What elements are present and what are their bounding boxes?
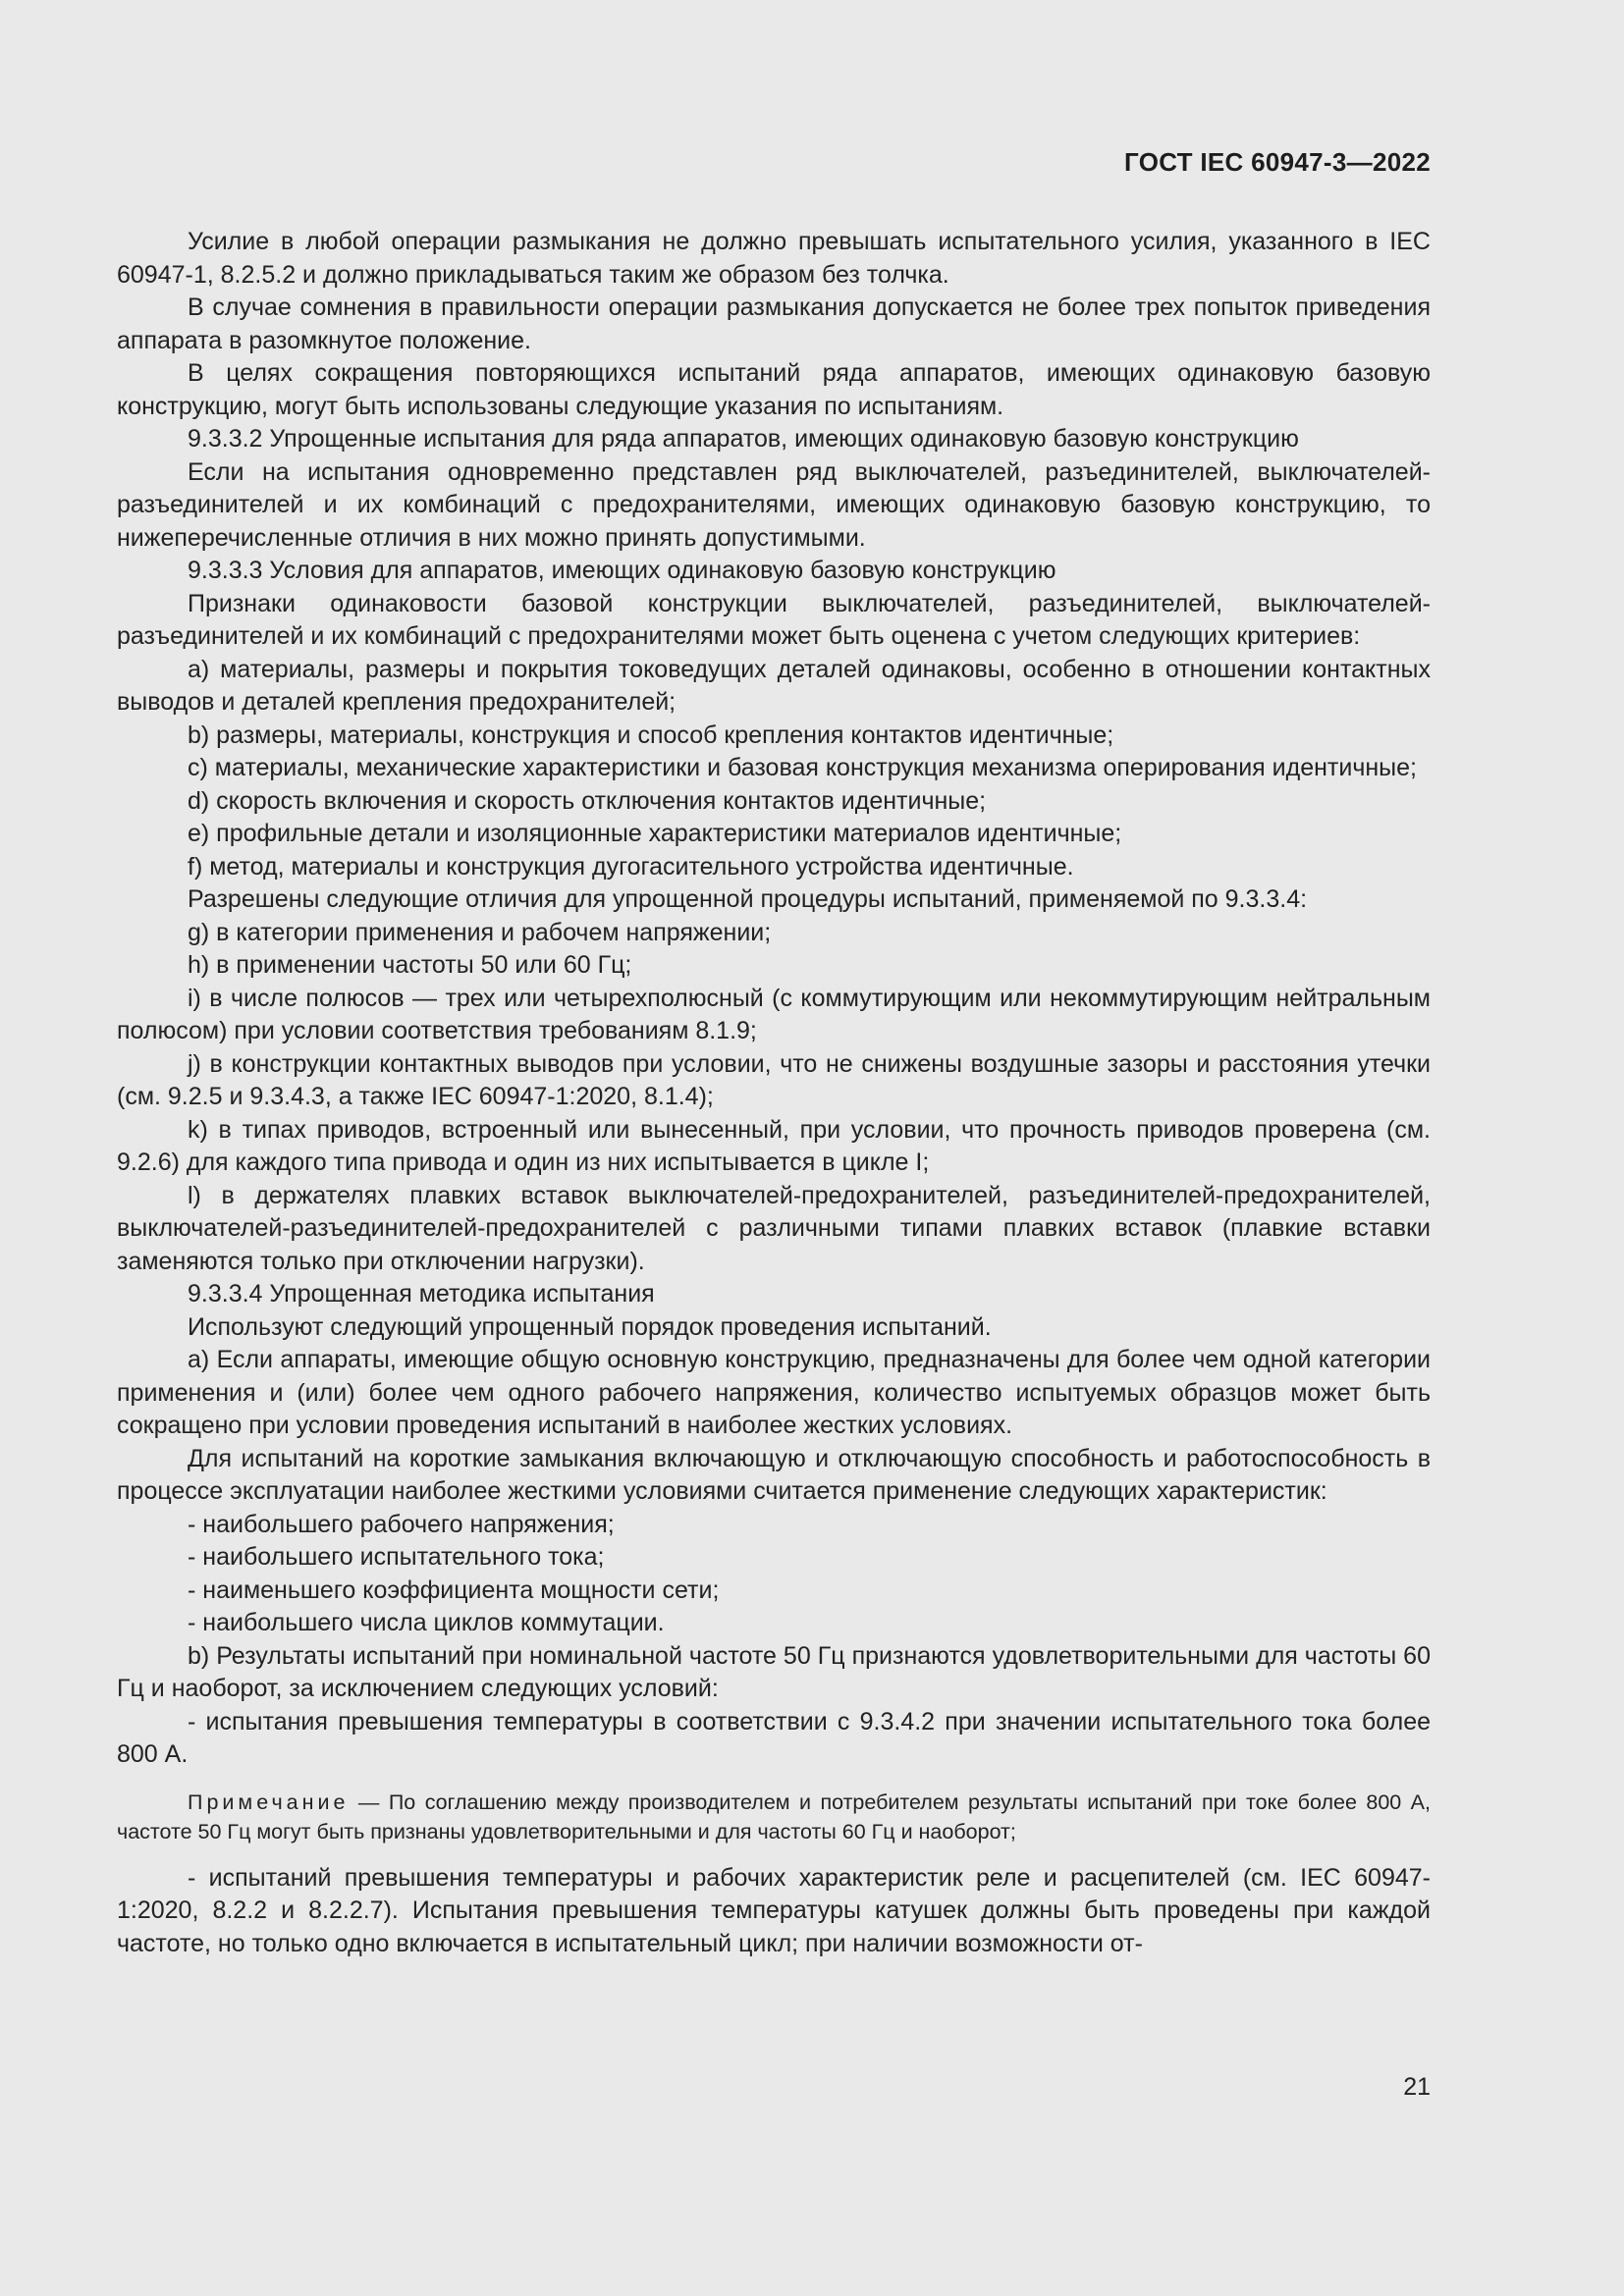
dash-item: - наименьшего коэффициента мощности сети; [188,1575,720,1604]
note [117,1788,1431,1846]
paragraph: Если на испытания одновременно представлен ряд выключателей, разъединителей, выключателей-разъединителей и их комбинаций с предохранителями, имеющих одинаковую базовую конструкцию, то нижеперечисленные отличия в них можно принять допустимыми. [117,457,1431,552]
list-item: d) скорость включения и скорость отключения контактов идентичные; [188,786,987,815]
list-item: f) метод, материалы и конструкция дугогасительного устройства идентичные. [188,852,1074,881]
note-label: Примечание [188,1789,350,1814]
list-item: i) в числе полюсов — трех или четырехполюсный (с коммутирующим или некоммутирующим нейтральным полюсом) при условии соответствия требованиям 8.1.9; [117,984,1431,1044]
paragraph: В целях сокращения повторяющихся испытаний ряда аппаратов, имеющих одинаковую базовую конструкцию, могут быть использованы следующие указания по испытаниям. [117,359,1431,420]
section-heading-9-3-3-3: 9.3.3.3 Условия для аппаратов, имеющих одинаковую базовую конструкцию [188,557,1056,584]
paragraph: Признаки одинаковости базовой конструкции выключателей, разъединителей, выключателей-разъединителей и их комбинаций с предохранителями может быть оценена с учетом следующих критериев: [117,589,1431,650]
list-item: j) в конструкции контактных выводов при условии, что не снижены воздушные зазоры и расстояния утечки (см. 9.2.5 и 9.3.4.3, а также IEC 60947-1:2020, 8.1.4); [117,1049,1431,1110]
list-item: h) в применении частоты 50 или 60 Гц; [188,951,632,979]
dash-item: - наибольшего рабочего напряжения; [188,1510,615,1538]
dash-item: - наибольшего числа циклов коммутации. [188,1609,665,1636]
dash-item: - наибольшего испытательного тока; [188,1543,605,1571]
page-number: 21 [1403,2073,1431,2101]
document-body [117,226,1431,1960]
list-item: l) в держателях плавких вставок выключателей-предохранителей, разъединителей-предохранителей, выключателей-разъединителей-предохранителей с различными типами плавких вставок (плавкие вставки заменяются только при отключении нагрузки). [117,1181,1431,1275]
list-item: g) в категории применения и рабочем напряжении; [188,918,772,946]
list-item: b) Результаты испытаний при номинальной частоте 50 Гц признаются удовлетворительными для частоты 60 Гц и наоборот, за исключением следующих условий: [117,1641,1431,1702]
list-item: a) материалы, размеры и покрытия токоведущих деталей одинаковы, особенно в отношении контактных выводов и деталей крепления предохранителей; [117,655,1431,716]
note-text: — По соглашению между производителем и потребителем результаты испытаний при токе более 800 А, частоте 50 Гц могут быть признаны удовлетворительными и для частоты 60 Гц и наоборот; [117,1789,1431,1843]
list-item: c) материалы, механические характеристики и базовая конструкция механизма оперирования идентичные; [188,754,1417,781]
standard-header: ГОСТ IEC 60947-3—2022 [1124,147,1431,177]
paragraph: Для испытаний на короткие замыкания включающую и отключающую способность и работоспособность в процессе эксплуатации наиболее жесткими условиями считается применение следующих характеристик: [117,1444,1431,1505]
paragraph: Разрешены следующие отличия для упрощенной процедуры испытаний, применяемой по 9.3.3.4: [188,885,1308,913]
dash-item: - испытания превышения температуры в соответствии с 9.3.4.2 при значении испытательного тока более 800 А. [117,1707,1431,1768]
section-heading-9-3-3-4: 9.3.3.4 Упрощенная методика испытания [188,1280,655,1308]
list-item: k) в типах приводов, встроенный или вынесенный, при условии, что прочность приводов проверена (см. 9.2.6) для каждого типа привода и один из них испытывается в цикле I; [117,1115,1431,1176]
paragraph: Усилие в любой операции размыкания не должно превышать испытательного усилия, указанного в IEC 60947-1, 8.2.5.2 и должно прикладываться таким же образом без толчка. [117,228,1431,289]
section-heading-9-3-3-2: 9.3.3.2 Упрощенные испытания для ряда аппаратов, имеющих одинаковую базовую конструкцию [188,425,1299,453]
dash-item: - испытаний превышения температуры и рабочих характеристик реле и расцепителей (см. IEC 60947-1:2020, 8.2.2 и 8.2.2.7). Испытания превышения температуры катушек должны быть проведены при каждой частоте, но только одно включается в испытательный цикл; при наличии возможности от- [117,1863,1431,1957]
list-item: e) профильные детали и изоляционные характеристики материалов идентичные; [188,820,1122,847]
list-item: b) размеры, материалы, конструкция и способ крепления контактов идентичные; [188,721,1114,749]
paragraph: Используют следующий упрощенный порядок проведения испытаний. [188,1312,992,1341]
list-item: a) Если аппараты, имеющие общую основную конструкцию, предназначены для более чем одной категории применения и (или) более чем одного рабочего напряжения, количество испытуемых образцов может быть сокращено при условии проведения испытаний в наиболее жестких условиях. [117,1346,1431,1439]
paragraph: В случае сомнения в правильности операции размыкания допускается не более трех попыток приведения аппарата в разомкнутое положение. [117,294,1431,354]
